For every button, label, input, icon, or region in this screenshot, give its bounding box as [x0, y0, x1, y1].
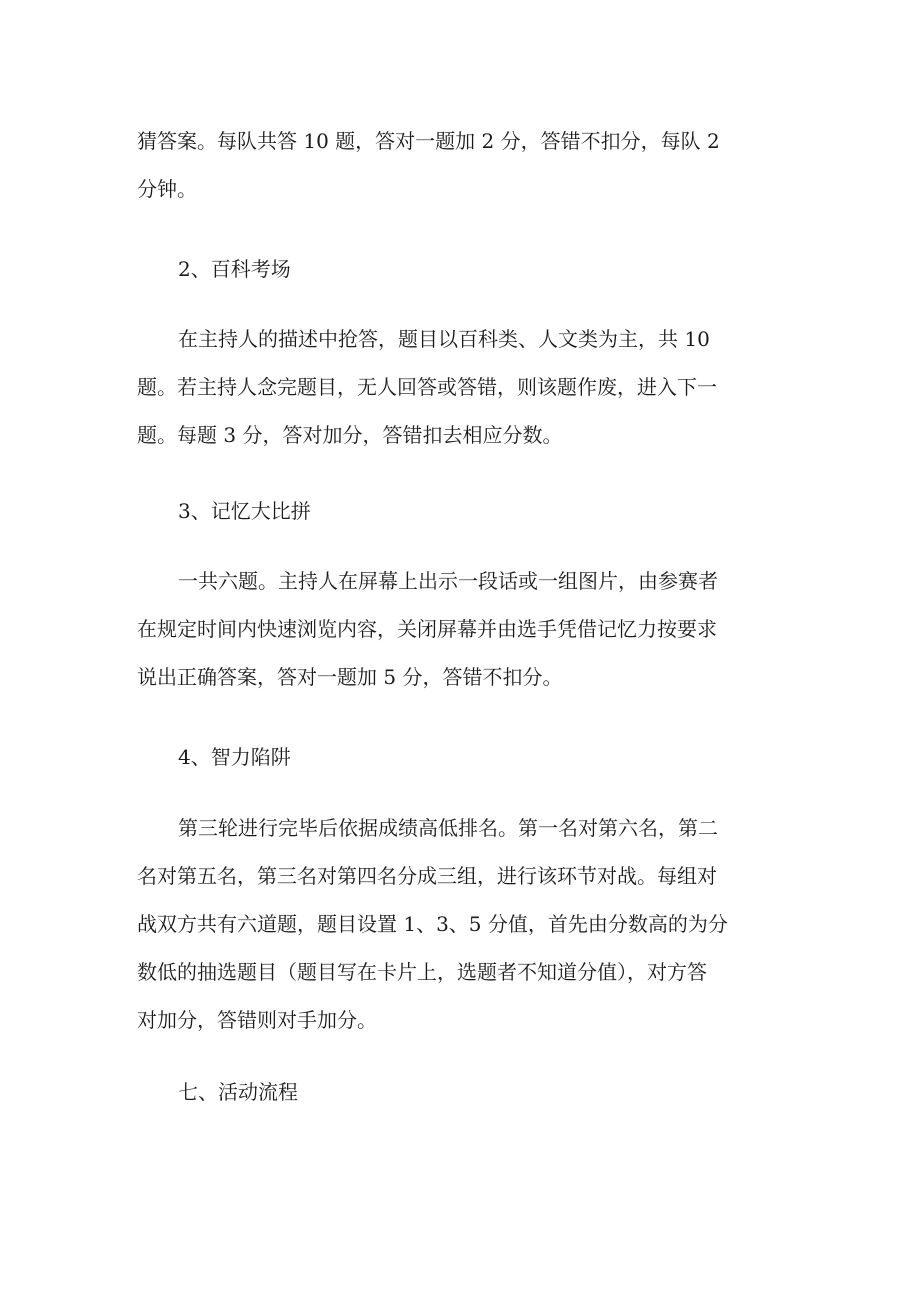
paragraph-guess-answer-rules [137, 117, 777, 213]
paragraph-line: 题。每题 3 分，答对加分，答错扣去相应分数。 [137, 423, 563, 447]
heading-text: 3、记忆大比拼 [178, 499, 311, 523]
paragraph-line: 题。若主持人念完题目，无人回答或答错，则该题作废，进入下一 [137, 375, 717, 399]
paragraph-memory-rules [137, 557, 777, 701]
section-heading-memory [137, 487, 818, 535]
paragraph-line: 对加分，答错则对手加分。 [137, 1008, 377, 1032]
paragraph-line: 在规定时间内快速浏览内容，关闭屏幕并由选手凭借记忆力按要求 [137, 617, 717, 641]
paragraph-trap-rules [137, 804, 777, 1044]
paragraph-encyclopedia-rules [137, 315, 777, 459]
paragraph-line: 猜答案。每队共答 10 题，答对一题加 2 分，答错不扣分，每队 2 [137, 129, 720, 153]
heading-text: 2、百科考场 [178, 257, 291, 281]
section-heading-encyclopedia [137, 245, 818, 293]
paragraph-line: 分钟。 [137, 177, 197, 201]
paragraph-line: 数低的抽选题目（题目写在卡片上，选题者不知道分值），对方答 [137, 960, 707, 984]
paragraph-line: 战双方共有六道题，题目设置 1、3、5 分值，首先由分数高的为分 [137, 912, 728, 936]
section-heading-trap [137, 733, 818, 781]
heading-text: 七、活动流程 [178, 1080, 298, 1104]
paragraph-line: 第三轮进行完毕后依据成绩高低排名。第一名对第六名，第二 [178, 816, 718, 840]
section-heading-activity-flow [137, 1068, 818, 1116]
paragraph-line: 名对第五名，第三名对第四名分成三组，进行该环节对战。每组对 [137, 864, 717, 888]
heading-text: 4、智力陷阱 [178, 745, 291, 769]
paragraph-line: 说出正确答案，答对一题加 5 分，答错不扣分。 [137, 665, 563, 689]
paragraph-line: 在主持人的描述中抢答，题目以百科类、人文类为主，共 10 [178, 327, 710, 351]
paragraph-line: 一共六题。主持人在屏幕上出示一段话或一组图片，由参赛者 [178, 569, 718, 593]
